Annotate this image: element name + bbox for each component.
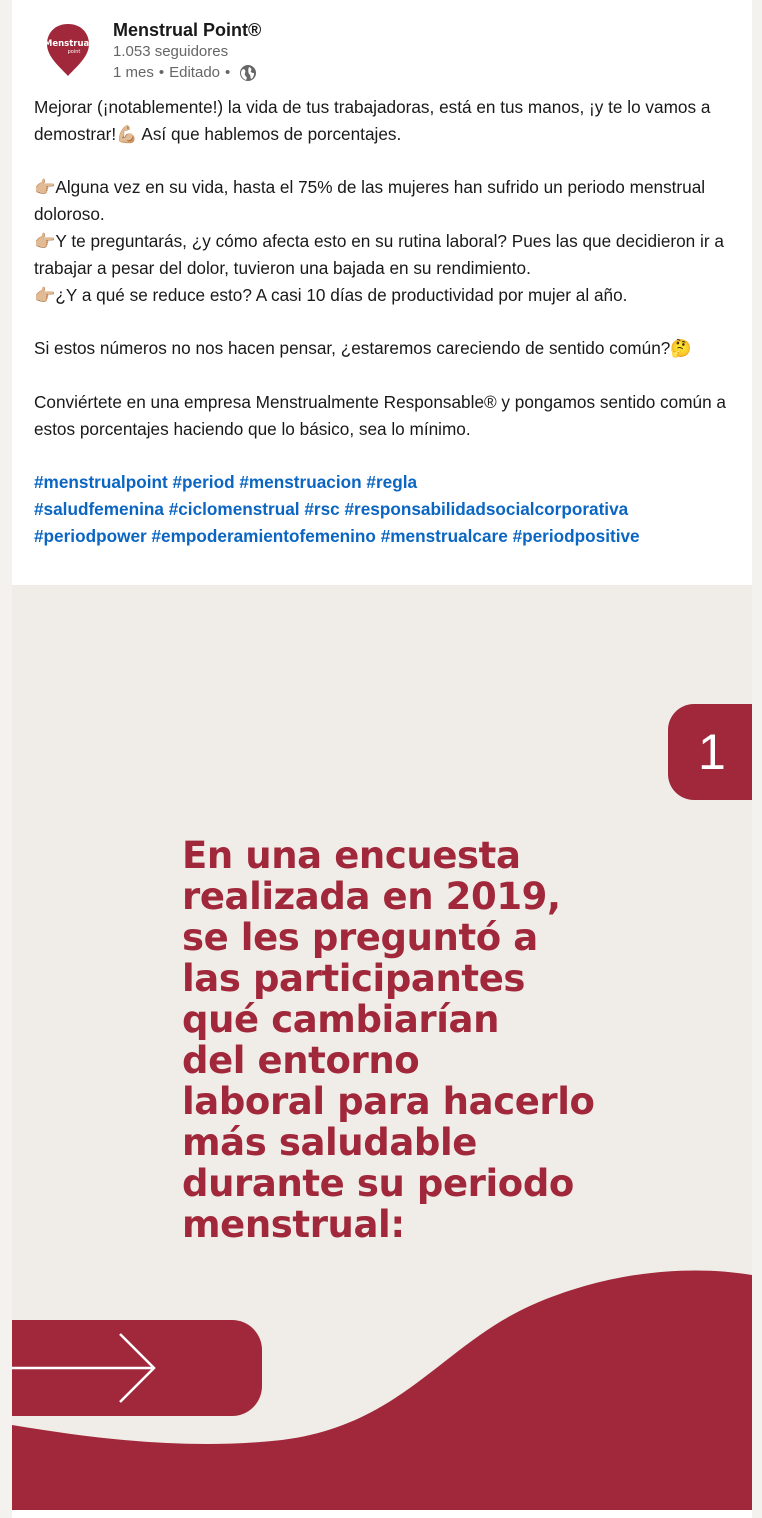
arrow-right-icon (12, 1320, 262, 1416)
headline-line: realizada en 2019, (182, 875, 561, 918)
post-time: 1 mes (113, 64, 154, 81)
follower-count: 1.053 seguidores (113, 43, 229, 60)
headline-line: qué cambiarían (182, 998, 500, 1041)
post-meta (113, 63, 257, 83)
hashtag-link[interactable]: #regla (366, 472, 418, 493)
hashtag-link[interactable]: #periodpower (34, 525, 147, 546)
hashtag-link[interactable]: #menstrualcare (380, 525, 508, 546)
meta-separator: • (158, 64, 165, 81)
headline-line: menstrual: (182, 1203, 405, 1246)
location-pin-logo-icon (44, 22, 92, 78)
hashtag-link[interactable]: #menstrualpoint (34, 472, 168, 493)
post-paragraph: Si estos números no nos hacen pensar, ¿estaremos careciendo de sentido común?🤔 (34, 338, 692, 359)
post-paragraph: 👉🏼Alguna vez en su vida, hasta el 75% de las mujeres han sufrido un periodo menstrual doloroso. (34, 177, 706, 225)
headline-line: laboral para hacerlo (182, 1080, 595, 1123)
post-paragraph: Conviértete en una empresa Menstrualmente Responsable® y pongamos sentido común a estos porcentajes haciendo que lo básico, sea lo mínimo. (34, 391, 726, 439)
headline-line: más saludable (182, 1121, 477, 1164)
company-avatar[interactable] (44, 22, 92, 78)
card-bottom-edge (12, 1510, 752, 1518)
headline-line: del entorno (182, 1039, 420, 1082)
next-slide-button[interactable] (12, 1320, 262, 1416)
post-header (12, 0, 752, 90)
post-paragraph: 👉🏼¿Y a qué se reduce esto? A casi 10 días de productividad por mujer al año. (34, 284, 628, 305)
edited-label: Editado (169, 64, 220, 81)
post-paragraph: Mejorar (¡notablemente!) la vida de tus trabajadoras, está en tus manos, ¡y te lo vamos a demostrar!💪🏼 Así que hablemos de porcentajes. (34, 97, 711, 144)
hashtag-link[interactable]: #menstruacion (239, 472, 362, 493)
carousel-slide-image[interactable] (12, 585, 752, 1510)
meta-separator: • (225, 64, 231, 81)
author-name[interactable]: Menstrual Point® (113, 20, 262, 40)
hashtag-link[interactable]: #responsabilidadsocialcorporativa (344, 498, 629, 519)
globe-icon (239, 64, 257, 82)
hashtag-link[interactable]: #periodpositive (512, 525, 640, 546)
hashtag-list (34, 469, 734, 549)
hashtag-link[interactable]: #period (172, 472, 235, 493)
hashtag-link[interactable]: #ciclomenstrual (168, 498, 300, 519)
hashtag-link[interactable]: #saludfemenina (34, 498, 164, 519)
hashtag-link[interactable]: #empoderamientofemenino (151, 525, 376, 546)
post-card (12, 0, 752, 1518)
headline-line: durante su periodo (182, 1162, 574, 1205)
slide-headline (182, 835, 702, 1245)
headline-line: En una encuesta (182, 834, 521, 877)
headline-line: las participantes (182, 957, 526, 1000)
post-paragraph: 👉🏼Y te preguntarás, ¿y cómo afecta esto en su rutina laboral? Pues las que decidieron ir a trabajar a pesar del dolor, tuvieron una bajada en su rendimiento. (34, 230, 724, 278)
headline-line: se les preguntó a (182, 916, 538, 959)
avatar-logo-subtext: point (67, 49, 81, 55)
post-body (34, 94, 734, 550)
hashtag-link[interactable]: #rsc (304, 498, 340, 519)
avatar-logo-text: Menstrual (44, 39, 92, 49)
slide-number-badge: 1 (668, 704, 752, 800)
